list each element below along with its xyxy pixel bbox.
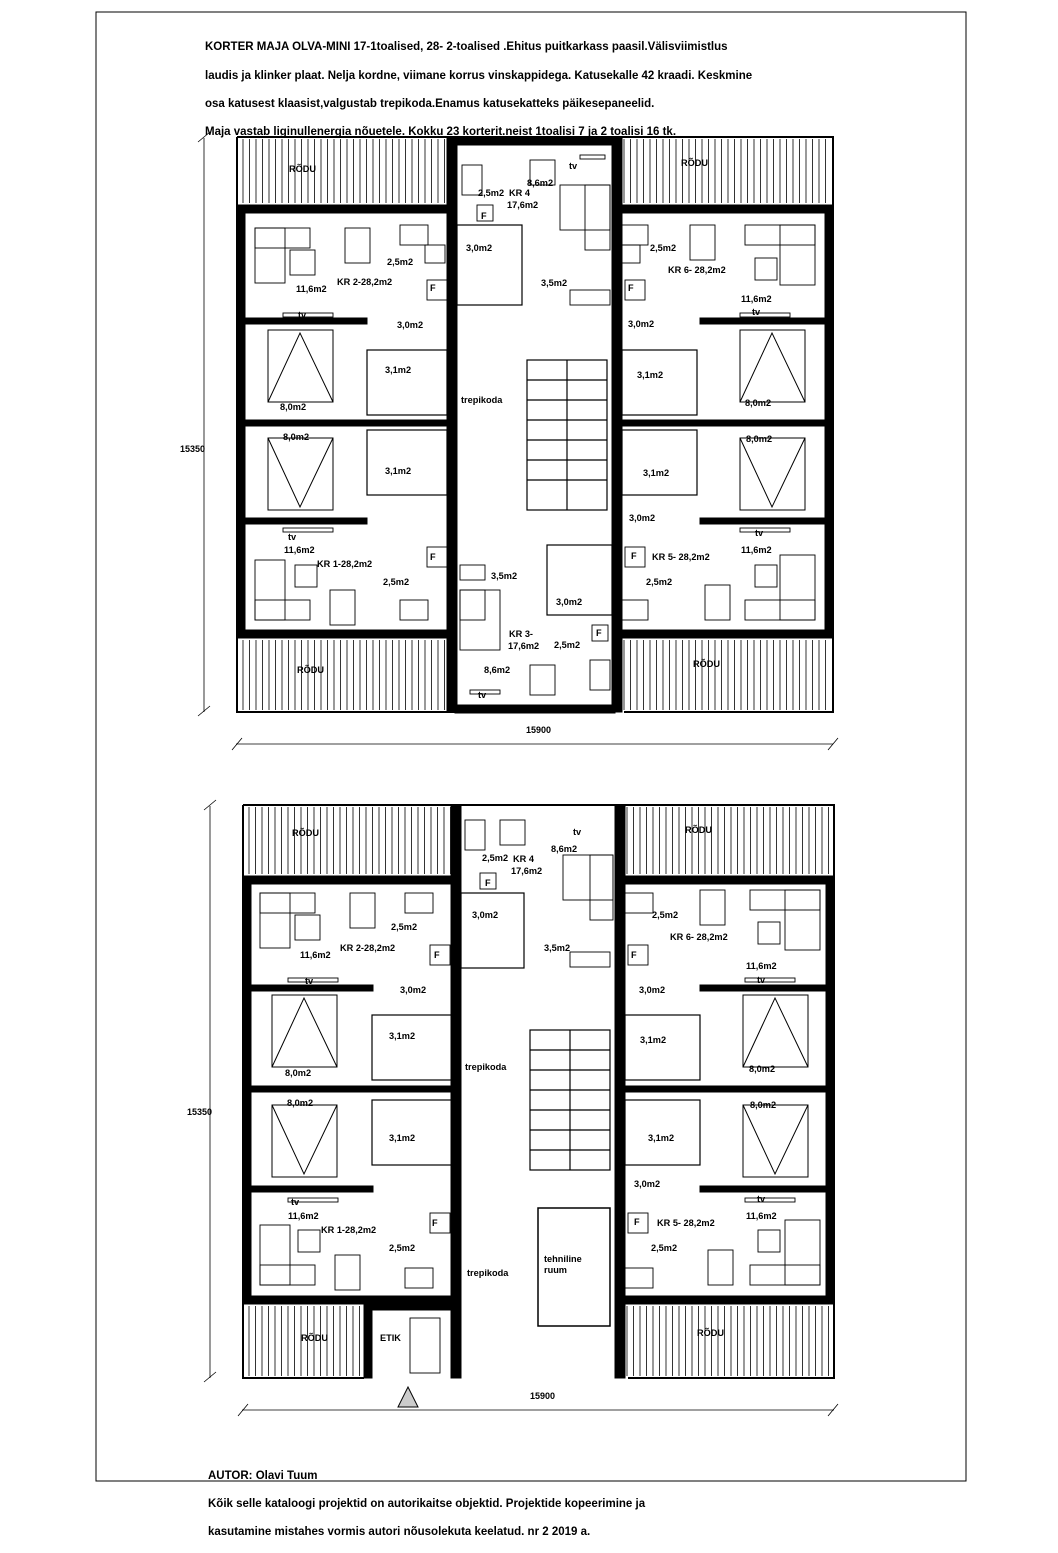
upper-floor-plan	[180, 132, 838, 750]
kr2-hall-area: 3,0m2	[400, 985, 427, 995]
kr4-bath-area: 3,0m2	[466, 243, 493, 253]
kr6-name: KR 6- 28,2m2	[670, 932, 728, 942]
kr4-kitchen-area: 2,5m2	[478, 188, 505, 198]
kr4-kitchen-area: 2,5m2	[482, 853, 509, 863]
kr3-living-area: 8,6m2	[484, 665, 511, 675]
vestibule-label: ETIK	[380, 1333, 401, 1343]
balcony-label: RÕDU	[685, 825, 713, 835]
technical-room-line1: tehniline	[544, 1254, 582, 1264]
balcony-label: RÕDU	[697, 1328, 725, 1338]
kr2-tv: tv	[298, 310, 307, 320]
kr6-tv: tv	[757, 975, 766, 985]
kr6-kitchen-area: 2,5m2	[652, 910, 679, 920]
balcony-label: RÕDU	[693, 659, 721, 669]
kr2-tv: tv	[305, 976, 314, 986]
kr3-fridge: F	[596, 628, 602, 638]
stairwell-label: trepikoda	[467, 1268, 509, 1278]
kr3-kitchen-area: 2,5m2	[554, 640, 581, 650]
kr3-bath-area: 3,0m2	[556, 597, 583, 607]
kr4-tv: tv	[573, 827, 582, 837]
kr5-kitchen-area: 2,5m2	[646, 577, 673, 587]
author-footer	[208, 1455, 808, 1553]
kr3-name: KR 3-	[509, 629, 533, 639]
kr6-bed-area: 8,0m2	[745, 398, 772, 408]
sheet-frame	[96, 12, 966, 1481]
balcony-label: RÕDU	[289, 164, 317, 174]
kr3-hall-area: 3,5m2	[491, 571, 518, 581]
kr4-total-area: 17,6m2	[511, 866, 543, 876]
kr1-kitchen-area: 2,5m2	[383, 577, 410, 587]
kr6-kitchen-area: 2,5m2	[650, 243, 677, 253]
kr6-fridge: F	[628, 283, 634, 293]
dim-width-label: 15900	[530, 1391, 556, 1401]
kr2-living-area: 11,6m2	[300, 950, 331, 960]
dim-height-label: 15350	[187, 1107, 213, 1117]
kr2-name: KR 2-28,2m2	[337, 277, 393, 287]
kr4-living-area: 8,6m2	[527, 178, 554, 188]
kr2-bed-area: 8,0m2	[285, 1068, 312, 1078]
kr1-bath-area: 3,1m2	[389, 1133, 416, 1143]
kr6-hall-area: 3,0m2	[628, 319, 655, 329]
kr5-bed-area: 8,0m2	[746, 434, 773, 444]
kr3-total-area: 17,6m2	[508, 641, 540, 651]
kr4-tv: tv	[569, 161, 578, 171]
balcony-label: RÕDU	[301, 1333, 329, 1343]
kr4-total-area: 17,6m2	[507, 200, 539, 210]
exterior-walls	[243, 805, 834, 1378]
kr1-kitchen-area: 2,5m2	[389, 1243, 416, 1253]
kr1-bed-area: 8,0m2	[287, 1098, 314, 1108]
description-line-4: Maja vastab liginullenergia nõuetele. Kokku 23 korterit.neist 1toalisi 7 ja 2 toalisi 16 tk.	[205, 126, 677, 139]
kr4-name: KR 4	[509, 188, 530, 198]
kr2-fridge: F	[430, 283, 436, 293]
kr4-fridge: F	[481, 211, 487, 221]
description-line-2: laudis ja klinker plaat. Nelja kordne, viimane korrus vinskappidega. Katusekalle 42 kraadi. Keskmine	[205, 69, 753, 82]
kr2-bed-area: 8,0m2	[280, 402, 307, 412]
lower-floor-plan	[187, 800, 838, 1416]
exterior-walls	[237, 137, 833, 713]
kr2-kitchen-area: 2,5m2	[387, 257, 414, 267]
stairwell-label: trepikoda	[465, 1062, 507, 1072]
kr1-living-area: 11,6m2	[284, 545, 315, 555]
kr1-name: KR 1-28,2m2	[321, 1225, 377, 1235]
kr5-bath-area: 3,1m2	[643, 468, 670, 478]
description-line-1: KORTER MAJA OLVA-MINI 17-1toalised, 28- 2-toalised .Ehitus puitkarkass paasil.Välisviimistlus	[205, 41, 728, 54]
kr5-name: KR 5- 28,2m2	[657, 1218, 715, 1228]
description-line-3: osa katusest klaasist,valgustab trepikoda.Enamus katusekatteks päikesepaneelid.	[205, 98, 655, 111]
author-name: AUTOR: Olavi Tuum	[208, 1470, 318, 1482]
kr5-living-area: 11,6m2	[741, 545, 772, 555]
kr6-hall-area: 3,0m2	[639, 985, 666, 995]
kr5-name: KR 5- 28,2m2	[652, 552, 710, 562]
kr5-kitchen-area: 2,5m2	[651, 1243, 678, 1253]
kr1-tv: tv	[291, 1197, 300, 1207]
kr1-bed-area: 8,0m2	[283, 432, 310, 442]
kr2-bath-area: 3,1m2	[385, 365, 412, 375]
technical-room-line2: ruum	[544, 1265, 567, 1275]
kr6-living-area: 11,6m2	[746, 961, 777, 971]
kr1-tv: tv	[288, 532, 297, 542]
kr4-living-area: 8,6m2	[551, 844, 578, 854]
kr3-tv: tv	[478, 690, 487, 700]
kr6-name: KR 6- 28,2m2	[668, 265, 726, 275]
kr6-tv: tv	[752, 307, 761, 317]
kr2-hall-area: 3,0m2	[397, 320, 424, 330]
kr5-fridge: F	[634, 1217, 640, 1227]
kr4-hall-area: 3,5m2	[544, 943, 571, 953]
interior-partitions	[372, 893, 700, 1170]
kr6-living-area: 11,6m2	[741, 294, 772, 304]
kr2-living-area: 11,6m2	[296, 284, 327, 294]
kr5-tv: tv	[755, 528, 764, 538]
kr6-bath-area: 3,1m2	[637, 370, 664, 380]
kr2-kitchen-area: 2,5m2	[391, 922, 418, 932]
copyright-line-2: kasutamine mistahes vormis autori nõusolekuta keelatud. nr 2 2019 a.	[208, 1526, 591, 1538]
furniture-symbols	[260, 820, 820, 1373]
kr4-fridge: F	[485, 878, 491, 888]
kr1-fridge: F	[432, 1218, 438, 1228]
technical-room-label	[544, 1254, 584, 1275]
kr2-bath-area: 3,1m2	[389, 1031, 416, 1041]
kr1-bath-area: 3,1m2	[385, 466, 412, 476]
kr5-living-area: 11,6m2	[746, 1211, 777, 1221]
kr6-bath-area: 3,1m2	[640, 1035, 667, 1045]
kr4-name: KR 4	[513, 854, 534, 864]
stairwell-label: trepikoda	[461, 395, 503, 405]
dim-height-label: 15350	[180, 444, 206, 454]
kr5-fridge: F	[631, 551, 637, 561]
dim-width-label: 15900	[526, 725, 552, 735]
project-description	[205, 26, 825, 154]
kr6-fridge: F	[631, 950, 637, 960]
kr5-tv: tv	[757, 1194, 766, 1204]
balcony-label: RÕDU	[681, 158, 709, 168]
balcony-label: RÕDU	[292, 828, 320, 838]
kr5-hall-area: 3,0m2	[634, 1179, 661, 1189]
kr4-hall-area: 3,5m2	[541, 278, 568, 288]
entrance-arrow-icon	[398, 1387, 418, 1407]
balcony-label: RÕDU	[297, 665, 325, 675]
kr5-bed-area: 8,0m2	[750, 1100, 777, 1110]
kr5-hall-area: 3,0m2	[629, 513, 656, 523]
kr5-bath-area: 3,1m2	[648, 1133, 675, 1143]
kr1-name: KR 1-28,2m2	[317, 559, 373, 569]
copyright-line-1: Kõik selle kataloogi projektid on autorikaitse objektid. Projektide kopeerimine ja	[208, 1498, 646, 1510]
kr1-fridge: F	[430, 552, 436, 562]
kr4-bath-area: 3,0m2	[472, 910, 499, 920]
kr6-bed-area: 8,0m2	[749, 1064, 776, 1074]
kr2-fridge: F	[434, 950, 440, 960]
kr1-living-area: 11,6m2	[288, 1211, 319, 1221]
kr2-name: KR 2-28,2m2	[340, 943, 396, 953]
